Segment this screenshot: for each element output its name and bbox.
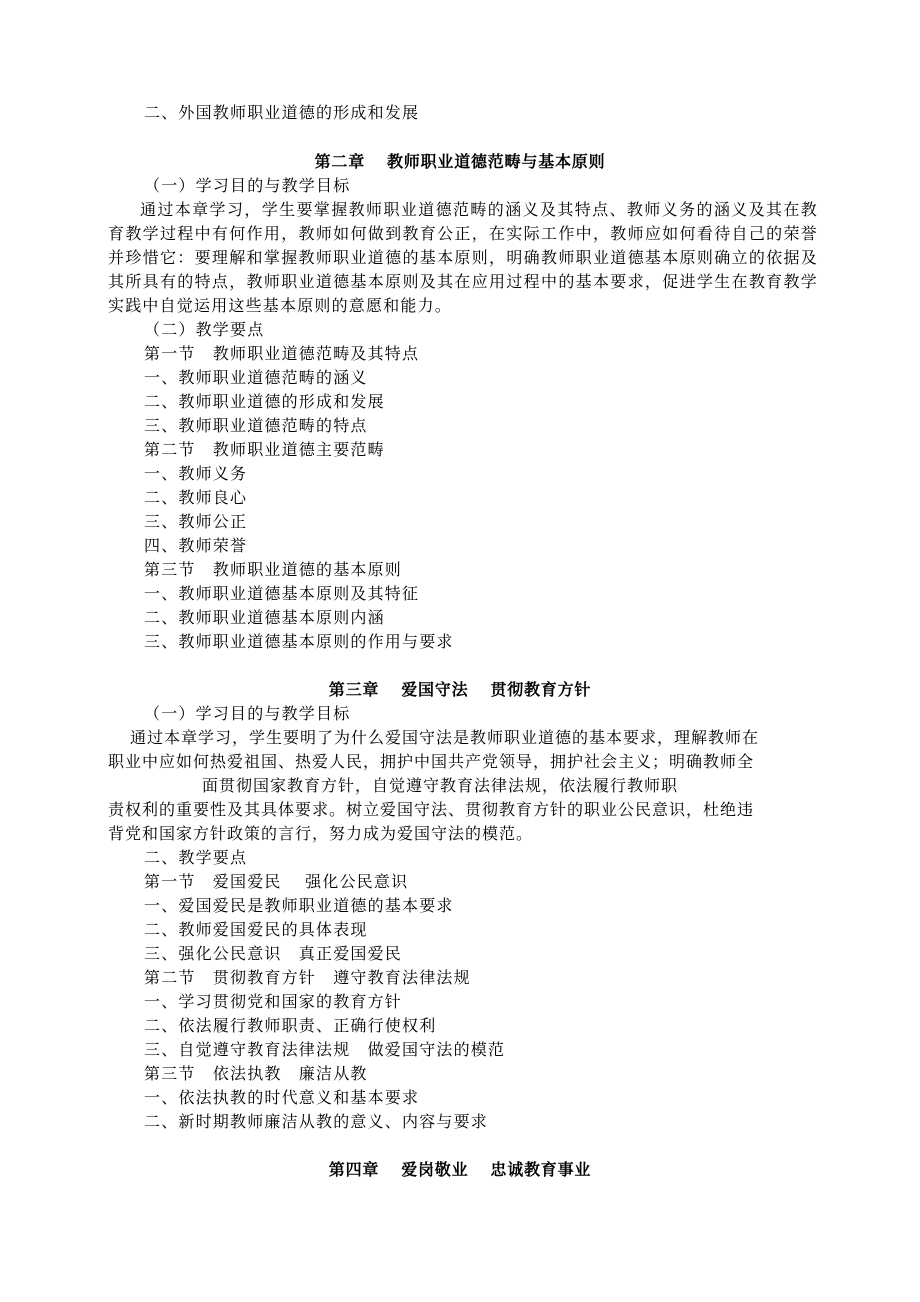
goal-text-line: 背党和国家方针政策的言行，努力成为爱国守法的模范。 [108,824,534,843]
section-title: （一）学习目的与教学目标 [144,176,351,195]
outline-item: 一、学习贯彻党和国家的教育方针 [144,992,403,1011]
outline-item: 一、教师义务 [144,464,248,483]
outline-item: 第一节 教师职业道德范畴及其特点 [144,344,420,363]
outline-item: 二、教师爱国爱民的具体表现 [144,920,368,939]
goal-text-line: 通过本章学习，学生要明了为什么爱国守法是教师职业道德的基本要求，理解教师在 [130,728,760,747]
outline-item: 第一节 爱国爱民 强化公民意识 [144,872,409,891]
outline-item: 三、教师公正 [144,512,248,531]
outline-item: 二、教师职业道德基本原则内涵 [144,608,385,627]
section-title: 二、教学要点 [144,848,248,867]
outline-item: 第三节 教师职业道德的基本原则 [144,560,403,579]
outline-item: 三、教师职业道德基本原则的作用与要求 [144,632,454,651]
outline-item: 三、强化公民意识 真正爱国爱民 [144,944,403,963]
chapter-title: 爱国守法 [401,680,469,699]
outline-item: 二、新时期教师廉洁从教的意义、内容与要求 [144,1112,489,1131]
chapter-heading [0,150,920,174]
outline-item: 三、教师职业道德范畴的特点 [144,416,368,435]
chapter-title: 忠诚教育事业 [490,1160,592,1179]
chapter-number: 第三章 [328,680,380,699]
chapter-heading [0,1158,920,1182]
chapter-heading [0,678,920,702]
outline-item: 第二节 贯彻教育方针 遵守教育法律法规 [144,968,471,987]
goal-text-line: 面贯彻国家教育方针，自觉遵守教育法律法规，依法履行教师职 [202,776,679,795]
outline-item: 二、教师职业道德的形成和发展 [144,392,385,411]
outline-item: 一、依法执教的时代意义和基本要求 [144,1088,420,1107]
outline-item: 一、爱国爱民是教师职业道德的基本要求 [144,896,454,915]
outline-item: 一、教师职业道德范畴的涵义 [144,368,368,387]
outline-item: 二、外国教师职业道德的形成和发展 [144,103,420,122]
goal-text-line: 职业中应如何热爱祖国、热爱人民，拥护中国共产党领导，拥护社会主义；明确教师全 [108,752,755,771]
chapter-number: 第四章 [328,1160,380,1179]
chapter-title: 爱岗敬业 [401,1160,469,1179]
outline-item: 四、教师荣誉 [144,536,248,555]
goal-text-line: 责权利的重要性及其具体要求。树立爱国守法、贯彻教育方针的职业公民意识，杜绝违 [108,800,755,819]
chapter-title: 教师职业道德范畴与基本原则 [387,152,606,171]
outline-item: 二、依法履行教师职责、正确行使权利 [144,1016,437,1035]
outline-item: 三、自觉遵守教育法律法规 做爱国守法的模范 [144,1040,506,1059]
chapter-title: 贯彻教育方针 [490,680,592,699]
goal-paragraph: 通过本章学习，学生要掌握教师职业道德范畴的涵义及其特点、教师义务的涵义及其在教育教学过程中有何作用，教师如何做到教育公正，在实际工作中，教师应如何看待自己的荣誉并珍惜它：要理解和掌握教师职业道德的基本原则，明确教师职业道德基本原则确立的依据及其所具有的特点，教师职业道德基本原则及其在应用过程中的基本要求，促进学生在教育教学实践中自觉运用这些基本原则的意愿和能力。 [108,200,818,315]
outline-item: 一、教师职业道德基本原则及其特征 [144,584,420,603]
section-title: （二）教学要点 [144,320,265,339]
section-title: （一）学习目的与教学目标 [144,704,351,723]
outline-item: 二、教师良心 [144,488,248,507]
outline-item: 第三节 依法执教 廉洁从教 [144,1064,368,1083]
chapter-number: 第二章 [314,152,365,171]
outline-item: 第二节 教师职业道德主要范畴 [144,440,385,459]
